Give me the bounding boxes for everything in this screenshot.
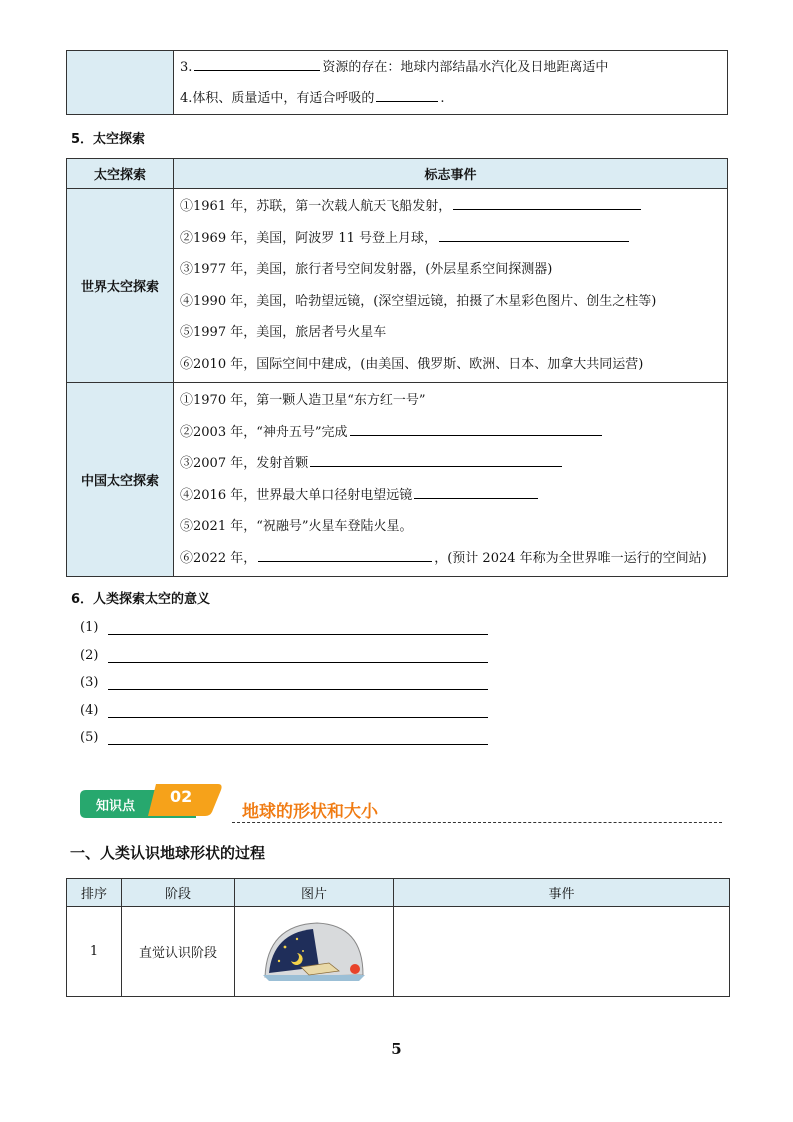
significance-item-4: (4) xyxy=(80,703,488,731)
china-event-4: ④2016 年，世界最大单口径射电望远镜 xyxy=(174,480,727,512)
china-events-cell xyxy=(174,383,728,577)
row1-stage: 直觉认识阶段 xyxy=(122,907,235,997)
china-event-6: ⑥2022 年， ，(预计 2024 年称为全世界唯一运行的空间站) xyxy=(180,550,707,566)
row1-order: 1 xyxy=(67,907,122,997)
line4-suffix: . xyxy=(440,90,445,106)
section6-heading: 6．人类探索太空的意义 xyxy=(71,592,211,607)
world-exploration-label: 世界太空探索 xyxy=(67,189,174,383)
world-event-4: ④1990 年，美国，哈勃望远镜，(深空望远镜，拍摄了木星彩色图片、创生之柱等) xyxy=(180,293,657,309)
header-picture: 图片 xyxy=(235,879,394,907)
knowledge-title: 地球的形状和大小 xyxy=(242,802,378,822)
world-event-5: ⑤1997 年，美国，旅居者号火星车 xyxy=(180,325,387,340)
significance-item-3: (3) xyxy=(80,675,488,703)
blank-line3 xyxy=(194,69,320,71)
china-event-3: ③2007 年，发射首颗 xyxy=(174,448,727,480)
top-table-side-cell xyxy=(67,51,174,115)
china-event-5: ⑤2021 年，“祝融号”火星车登陆火星。 xyxy=(180,519,413,534)
top-line-3 xyxy=(180,52,727,83)
significance-item-2: (2) xyxy=(80,648,488,676)
title-dashed-divider xyxy=(232,822,722,823)
section5-heading: 5．太空探索 xyxy=(71,132,146,147)
answer-line-1[interactable] xyxy=(108,620,488,635)
significance-list xyxy=(80,620,488,758)
earth-shape-table xyxy=(66,878,730,997)
col-header-exploration: 太空探索 xyxy=(67,159,174,189)
blank-line4 xyxy=(376,100,438,102)
badge-label: 知识点 xyxy=(96,799,136,814)
top-table xyxy=(66,50,728,115)
row1-picture-cell xyxy=(235,907,394,997)
line3-prefix: 3. xyxy=(180,59,193,75)
line4-prefix: 4.体积、质量适中，有适合呼吸的 xyxy=(180,90,375,106)
world-event-3: ③1977 年，美国，旅行者号空间发射器，(外层星系空间探测器) xyxy=(180,262,553,277)
world-event-2: ②1969 年，美国，阿波罗 11 号登上月球， xyxy=(174,223,727,255)
china-event-1: ①1970 年，第一颗人造卫星“东方红一号” xyxy=(180,393,426,408)
world-event-6: ⑥2010 年，国际空间中建成，(由美国、俄罗斯、欧洲、日本、加拿大共同运营) xyxy=(180,356,644,372)
col-header-events: 标志事件 xyxy=(174,159,728,189)
knowledge-point-badge xyxy=(78,782,228,822)
answer-line-5[interactable] xyxy=(108,730,488,745)
line3-suffix: 资源的存在：地球内部结晶水汽化及日地距离适中 xyxy=(322,59,609,75)
significance-item-5: (5) xyxy=(80,730,488,758)
row1-event xyxy=(394,907,730,997)
header-event: 事件 xyxy=(394,879,730,907)
page-number: 5 xyxy=(391,1040,402,1058)
china-event-2: ②2003 年，“神舟五号”完成 xyxy=(174,417,727,449)
china-exploration-label: 中国太空探索 xyxy=(67,383,174,577)
header-order: 排序 xyxy=(67,879,122,907)
badge-number: 02 xyxy=(170,787,193,806)
blank-china-4 xyxy=(414,497,538,499)
top-line-4 xyxy=(180,83,727,114)
blank-china-6 xyxy=(258,560,432,562)
significance-item-1: (1) xyxy=(80,620,488,648)
sky-dome-illustration xyxy=(259,917,369,983)
top-table-content-cell xyxy=(174,51,728,115)
header-stage: 阶段 xyxy=(122,879,235,907)
blank-china-2 xyxy=(350,434,602,436)
answer-line-2[interactable] xyxy=(108,648,488,663)
space-exploration-table xyxy=(66,158,728,577)
blank-world-1 xyxy=(453,208,641,210)
answer-line-4[interactable] xyxy=(108,703,488,718)
blank-china-3 xyxy=(310,465,562,467)
part1-heading: 一、人类认识地球形状的过程 xyxy=(70,844,266,862)
world-event-1: ①1961 年，苏联，第一次载人航天飞船发射， xyxy=(174,191,727,223)
blank-world-2 xyxy=(439,240,629,242)
answer-line-3[interactable] xyxy=(108,675,488,690)
world-events-cell xyxy=(174,189,728,383)
